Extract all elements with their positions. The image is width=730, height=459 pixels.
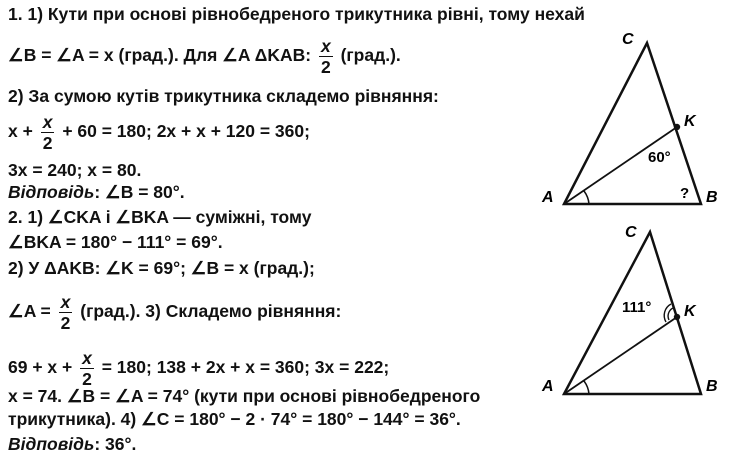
answer-label: Відповідь: [8, 182, 95, 202]
fraction-denominator: 2: [320, 57, 331, 77]
problem2-line7: трикутника). 4) ∠C = 180° − 2 · 74° = 180° − 144° = 36°.: [8, 409, 461, 429]
problem2-line6: x = 74. ∠B = ∠A = 74° (кути при основі рівнобедреного: [8, 386, 481, 406]
label-k: K: [684, 303, 696, 320]
label-k: K: [684, 113, 696, 130]
angle-b-unknown: ?: [680, 185, 690, 202]
angle-k-arc-outer: [664, 304, 671, 322]
equation-left: 69 + x +: [8, 357, 73, 378]
fraction-denominator: 2: [82, 369, 92, 389]
fraction-numerator: x: [60, 292, 71, 312]
answer-value: : ∠B = 80°.: [94, 182, 185, 202]
angle-k-value: 111°: [622, 299, 652, 316]
point-k: [674, 314, 680, 320]
fraction-denominator: 2: [60, 313, 71, 333]
fraction-numerator: x: [82, 348, 92, 368]
angle-k-arc-inner: [668, 308, 673, 320]
label-a: A: [542, 378, 554, 395]
label-c: C: [625, 224, 637, 241]
label-a: A: [542, 189, 554, 206]
problem1-line1: 1. 1) Кути при основі рівнобедреного трикутника рівні, тому нехай: [8, 4, 585, 24]
label-b: B: [706, 378, 718, 395]
answer-label: Відповідь: [8, 434, 95, 454]
equation-right: + 60 = 180; 2x + x + 120 = 360;: [62, 121, 310, 142]
problem2-line2: ∠BKA = 180° − 111° = 69°.: [8, 232, 223, 252]
angle-k-value: 60°: [648, 149, 671, 166]
fraction-numerator: x: [42, 112, 53, 132]
angle-a-expr: ∠A =: [8, 301, 51, 322]
fraction-numerator: x: [320, 36, 331, 56]
segment-ak: [564, 317, 677, 394]
problem1-line2-unit: (град.).: [340, 45, 401, 66]
label-b: B: [706, 189, 718, 206]
answer-value: : 36°.: [94, 434, 137, 454]
problem2-line3: 2) У ΔAKB: ∠K = 69°; ∠B = x (град.);: [8, 258, 315, 278]
label-c: C: [622, 31, 634, 48]
problem1-line2-text: ∠B = ∠A = x (град.). Для ∠A ΔKAB:: [8, 45, 312, 66]
equation-left: x +: [8, 121, 33, 142]
fraction-denominator: 2: [42, 133, 53, 153]
equation-right: = 180; 138 + 2x + x = 360; 3x = 222;: [101, 357, 390, 378]
problem1-line3: 2) За сумою кутів трикутника складемо рівняння:: [8, 86, 439, 106]
problem2-line4-rest: (град.). 3) Складемо рівняння:: [80, 301, 342, 322]
problem2-line1: 2. 1) ∠CKA і ∠BKA — суміжні, тому: [8, 207, 312, 227]
angle-a-arc: [584, 381, 589, 394]
problem1-equation2: 3x = 240; x = 80.: [8, 160, 142, 180]
